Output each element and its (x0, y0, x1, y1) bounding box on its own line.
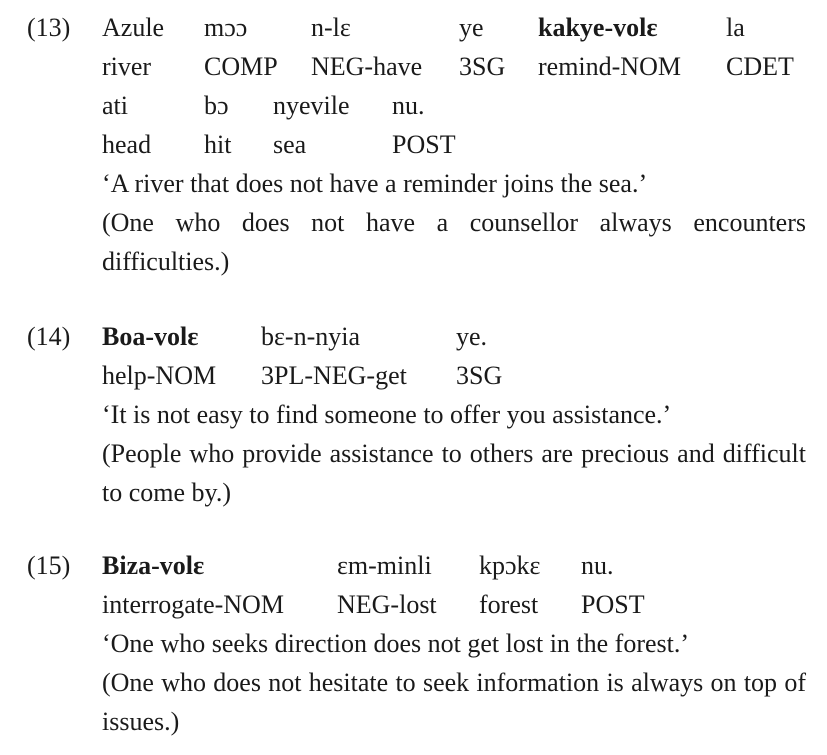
free-translation: ‘It is not easy to find someone to offer you assistance.’ (102, 400, 672, 429)
gloss-word: NEG-have (311, 52, 423, 81)
gloss-word: NEG-lost (337, 590, 437, 619)
gloss-word: ye. (456, 322, 488, 351)
free-translation: ‘A river that does not have a reminder joins the sea.’ (102, 169, 648, 198)
gloss-word-keyword: Boa-volɛ (102, 322, 199, 351)
gloss-line-source (102, 317, 806, 356)
gloss-word: forest (479, 590, 539, 619)
gloss-word: interrogate-NOM (102, 590, 284, 619)
gloss-word: sea (273, 130, 307, 159)
free-translation: ‘One who seeks direction does not get lost in the forest.’ (102, 629, 690, 658)
gloss-word: river (102, 52, 152, 81)
gloss-word: POST (581, 590, 645, 619)
explanation: (One who does not have a counsellor always encounters difficulties.) (102, 208, 806, 276)
gloss-word: n-lɛ (311, 13, 351, 42)
gloss-word: ye (459, 13, 484, 42)
gloss-line-source (102, 86, 806, 125)
gloss-word: help-NOM (102, 361, 217, 390)
gloss-word: hit (204, 130, 232, 159)
gloss-word-keyword: Biza-volɛ (102, 551, 205, 580)
gloss-word: Azule (102, 13, 165, 42)
gloss-word-keyword: kakye-volɛ (538, 13, 658, 42)
example-body (102, 317, 806, 512)
gloss-word: CDET (726, 52, 794, 81)
gloss-word: POST (392, 130, 456, 159)
explanation: (People who provide assistance to others are precious and difficult to come by.) (102, 439, 806, 507)
example-body (102, 8, 806, 281)
example-number: (13) (27, 13, 71, 42)
example-number: (14) (27, 322, 71, 351)
gloss-word: 3PL-NEG-get (261, 361, 407, 390)
gloss-word: ɛm-minli (337, 551, 432, 580)
gloss-line-source (102, 546, 806, 585)
gloss-word: COMP (204, 52, 278, 81)
gloss-word: 3SG (456, 361, 503, 390)
gloss-word: mɔɔ (204, 13, 248, 42)
gloss-line-gloss (102, 47, 806, 86)
gloss-line-gloss (102, 356, 806, 395)
gloss-word: nyevile (273, 91, 350, 120)
example-body (102, 546, 806, 741)
gloss-word: ati (102, 91, 128, 120)
gloss-word: kpɔkɛ (479, 551, 541, 580)
gloss-word: head (102, 130, 152, 159)
gloss-line-source (102, 8, 806, 47)
gloss-word: bɛ-n-nyia (261, 322, 360, 351)
gloss-line-gloss (102, 585, 806, 624)
gloss-word: nu. (392, 91, 425, 120)
gloss-line-gloss (102, 125, 806, 164)
gloss-word: 3SG (459, 52, 506, 81)
gloss-word: la (726, 13, 745, 42)
explanation: (One who does not hesitate to seek information is always on top of issues.) (102, 668, 806, 736)
gloss-word: nu. (581, 551, 614, 580)
example-number: (15) (27, 551, 71, 580)
gloss-word: remind-NOM (538, 52, 681, 81)
gloss-word: bɔ (204, 91, 229, 120)
